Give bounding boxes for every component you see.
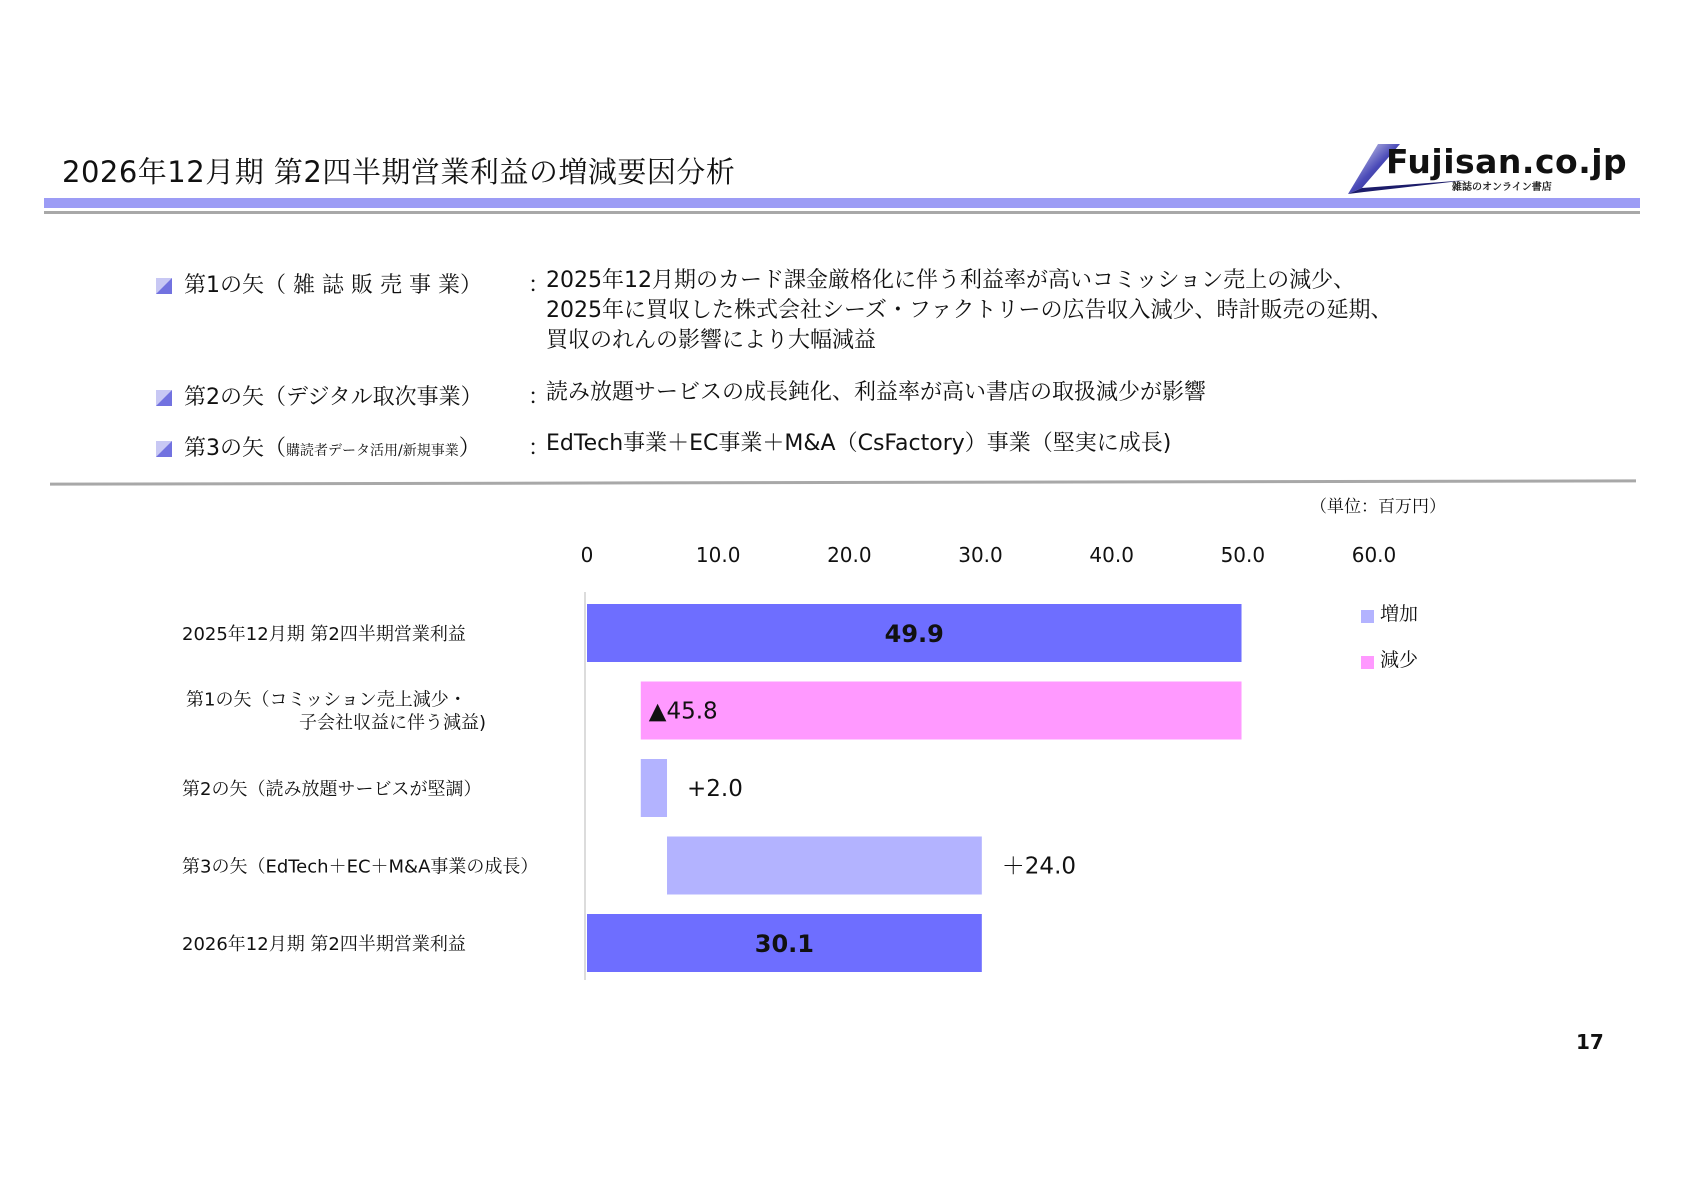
bar xyxy=(641,682,1242,740)
bullet-colon: ： xyxy=(528,385,551,410)
bullet-label: 第2の矢（デジタル取次事業） xyxy=(184,385,483,410)
unit-note: （単位：百万円） xyxy=(1310,497,1446,517)
logo-text: Fujisan.co.jp xyxy=(1386,142,1628,181)
bullet-text-line: 2025年に買収した株式会社シーズ・ファクトリーの広告収入減少、時計販売の延期、 xyxy=(546,298,1393,323)
logo-subtitle: 雑誌のオンライン書店 xyxy=(1452,182,1552,193)
category-label: 2025年12月期 第2四半期営業利益 xyxy=(182,624,466,645)
category-label: 第2の矢（読み放題サービスが堅調） xyxy=(182,779,482,800)
tick-label: 50.0 xyxy=(1220,543,1266,567)
page-number: 17 xyxy=(1576,1030,1604,1054)
bullet-text-line: 2025年12月期のカード課金厳格化に伴う利益率が高いコミッション売上の減少、 xyxy=(546,268,1356,293)
data-label: 49.9 xyxy=(884,620,944,648)
bullet-label-small: 購読者データ活用/新規事業 xyxy=(286,443,459,459)
legend-label: 増加 xyxy=(1380,603,1419,625)
tick-label: 20.0 xyxy=(827,543,872,567)
data-label: 30.1 xyxy=(754,930,815,958)
page-title: 2026年12月期 第2四半期営業利益の増減要因分析 xyxy=(62,155,736,189)
tick-label: 60.0 xyxy=(1351,543,1397,567)
category-label: 第1の矢（コミッション売上減少・ xyxy=(186,689,467,711)
tick-label: 40.0 xyxy=(1089,543,1134,567)
data-label: +2.0 xyxy=(687,776,743,802)
bar xyxy=(667,837,982,895)
category-label: 第3の矢（EdTech＋EC＋M&A事業の成長） xyxy=(182,856,539,878)
bullet-text-line: 読み放題サービスの成長鈍化、利益率が高い書店の取扱減少が影響 xyxy=(546,380,1207,405)
legend-swatch xyxy=(1361,656,1374,669)
data-label: ＋24.0 xyxy=(1001,853,1077,880)
category-label: 子会社収益に伴う減益) xyxy=(298,712,486,734)
bullet-text-line: 買収のれんの影響により大幅減益 xyxy=(546,328,877,353)
tick-label: 10.0 xyxy=(695,543,741,567)
data-label: ▲45.8 xyxy=(648,698,718,725)
bullet-colon: ： xyxy=(528,273,551,298)
legend-label: 減少 xyxy=(1380,649,1419,671)
bullet-text-line: EdTech事業＋EC事業＋M&A（CsFactory）事業（堅実に成長) xyxy=(546,431,1172,456)
tick-label: 0 xyxy=(580,543,594,567)
bullet-colon: ： xyxy=(528,436,551,461)
bullet-label-end: ） xyxy=(458,436,481,461)
tick-label: 30.0 xyxy=(958,543,1003,567)
bullet-label: 第1の矢（ 雑 誌 販 売 事 業） xyxy=(184,273,482,298)
legend-swatch xyxy=(1361,610,1374,623)
category-label: 2026年12月期 第2四半期営業利益 xyxy=(182,934,466,955)
bar xyxy=(641,759,667,817)
bullet-label-main: 第3の矢（ xyxy=(184,436,286,461)
